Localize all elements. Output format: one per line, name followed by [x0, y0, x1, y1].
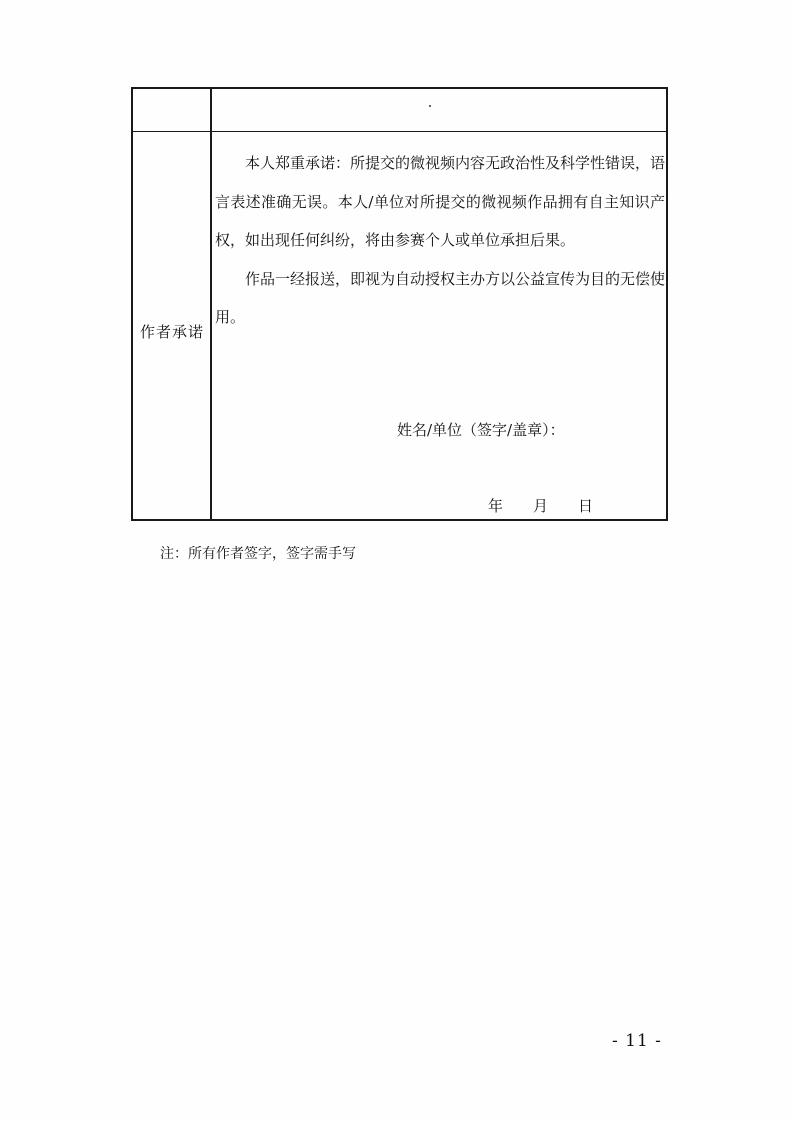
row-divider [133, 131, 666, 132]
pledge-table [131, 87, 668, 521]
pledge-text [215, 144, 665, 337]
stray-dot-mark [429, 105, 431, 107]
page-number: - 11 - [612, 1031, 662, 1051]
date-month: 月 [533, 497, 549, 515]
pledge-paragraph-2: 作品一经报送，即视为自动授权主办方以公益宣传为目的无偿使用。 [215, 269, 666, 326]
date-line [488, 495, 593, 516]
footnote: 注：所有作者签字，签字需手写 [160, 546, 356, 562]
author-pledge-label: 作者承诺 [139, 323, 204, 341]
date-year: 年 [488, 497, 504, 515]
date-day: 日 [578, 497, 594, 515]
column-divider [210, 89, 212, 519]
signature-label: 姓名/单位（签字/盖章）： [397, 421, 565, 439]
pledge-paragraph-1: 本人郑重承诺：所提交的微视频内容无政治性及科学性错误，语言表述准确无误。本人/单位对所提交的微视频作品拥有自主知识产权，如出现任何纠纷，将由参赛个人或单位承担后果。 [215, 154, 666, 249]
